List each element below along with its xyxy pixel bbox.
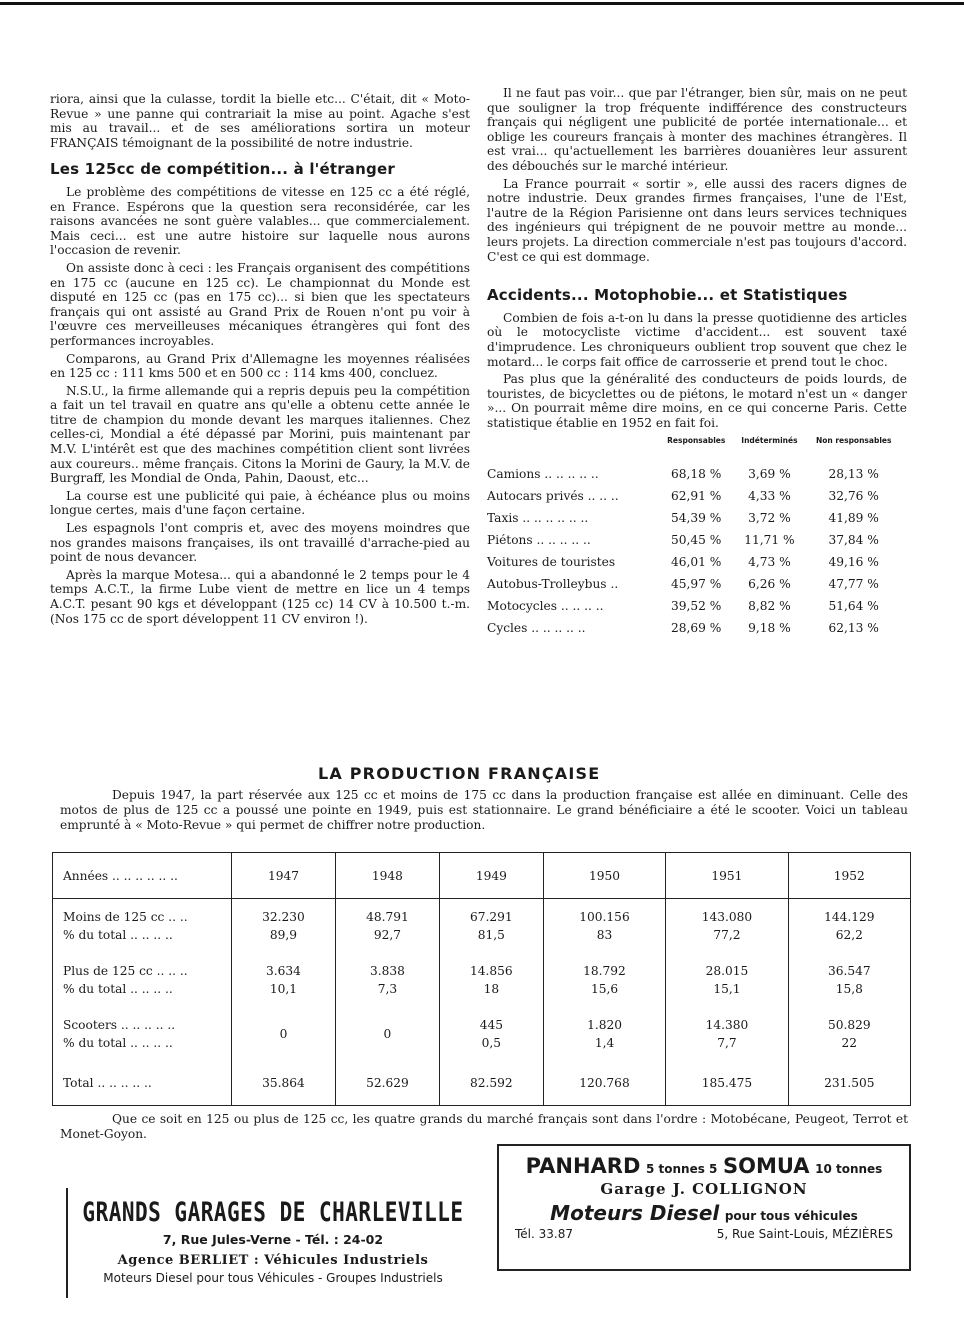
paragraph: La course est une publicité qui paie, à échéance plus ou moins longue certes, mais d'une façon certaine. (50, 488, 470, 518)
table-cell: 15,6 (590, 981, 619, 996)
ad-tonnage: 10 tonnes (815, 1162, 883, 1176)
table-cell: 1.820 (587, 1018, 622, 1033)
paragraph: Les espagnols l'ont compris et, avec des moyens moindres que nos grandes maisons françaises, ils ont travaillé d'arrache-pied au point de nous devancer. (50, 521, 470, 565)
paragraph: Après la marque Motesa... qui a abandonné le 2 temps pour le 4 temps A.C.T., la firme Lube vient de mettre en lice un 4 temps A.C.T. pesant 90 kgs et développant (125 cc) 14 CV à 10.500 t.-m. (Nos 175 cc de sport développent 11 CV environ !). (50, 567, 470, 626)
table-cell: 28.015 (705, 963, 749, 978)
table-cell: 50,45 % (671, 532, 722, 547)
ad-garage-name: Garage J. COLLIGNON (600, 1180, 808, 1198)
table-cell: 0 (383, 1027, 392, 1042)
ad-phone: Tél. 33.87 (515, 1227, 573, 1241)
row-label: Moins de 125 cc .. .. (63, 910, 188, 925)
intro-paragraph: riora, ainsi que la culasse, tordit la bielle etc... C'était, dit « Moto-Revue » une panne qui contrariait la mise au point. Agache s'est mis au travail... et de ses améliorations sortira un moteur FRANÇAIS témoignant de la possibilité de notre industrie. (50, 92, 470, 150)
table-row (487, 573, 902, 595)
ad-brand: PANHARD (525, 1154, 641, 1178)
table-cell: 14.380 (705, 1018, 749, 1033)
table-cell: 35.864 (232, 1061, 336, 1105)
row-label: Camions .. .. .. .. .. (487, 466, 599, 481)
table-cell: 7,7 (717, 1036, 737, 1051)
table-cell: 4,73 % (748, 554, 791, 569)
table-cell: 37,84 % (828, 532, 879, 547)
production-conclusion: Que ce soit en 125 ou plus de 125 cc, les quatre grands du marché français sont dans l'ordre : Motobécane, Peugeot, Terrot et Monet-Goyon. (60, 1112, 908, 1141)
top-rule (0, 2, 964, 5)
row-label: Motocycles .. .. .. .. (487, 598, 604, 613)
table-cell: 32.230 (262, 910, 305, 925)
year-header: 1947 (232, 853, 336, 899)
table-cell: 41,89 % (828, 510, 879, 525)
row-label: Cycles .. .. .. .. .. (487, 620, 586, 635)
table-cell: 32,76 % (828, 488, 879, 503)
table-cell: 185.475 (666, 1061, 788, 1105)
column-header: Non responsables (815, 436, 892, 446)
table-cell: 18.792 (583, 963, 626, 978)
table-cell: 28,13 % (828, 466, 879, 481)
right-column (487, 86, 907, 639)
table-cell: 67.291 (470, 910, 513, 925)
row-label: % du total .. .. .. .. (63, 981, 173, 996)
table-cell: 46,01 % (671, 554, 722, 569)
table-cell: 50.829 (827, 1018, 871, 1033)
table-cell: 62,91 % (671, 488, 722, 503)
table-cell: 10,1 (269, 981, 298, 996)
table-cell: 8,82 % (748, 598, 791, 613)
table-cell: 3,69 % (748, 466, 791, 481)
ad-address: 5, Rue Saint-Louis, MÉZIÈRES (716, 1227, 893, 1241)
table-row-scooters (53, 1007, 911, 1061)
table-cell: 143.080 (701, 910, 753, 925)
row-label: Autobus-Trolleybus .. (487, 576, 619, 591)
table-cell: 14.856 (470, 963, 513, 978)
table-cell: 54,39 % (671, 510, 722, 525)
table-cell: 52.629 (335, 1061, 439, 1105)
ad-tonnage: 5 tonnes 5 (645, 1162, 718, 1176)
table-cell: 15,1 (713, 981, 741, 996)
table-cell: 1,4 (594, 1036, 615, 1051)
year-header: 1949 (439, 853, 543, 899)
table-cell: 49,16 % (828, 554, 879, 569)
table-cell: 100.156 (579, 910, 630, 925)
row-label: Total .. .. .. .. .. (63, 1076, 152, 1091)
table-cell: 3,72 % (748, 510, 791, 525)
left-column (50, 92, 470, 629)
table-cell: 22 (841, 1036, 858, 1051)
table-cell: 120.768 (543, 1061, 665, 1105)
table-cell: 82.592 (439, 1061, 543, 1105)
table-cell: 3.634 (266, 963, 301, 978)
table-cell: 39,52 % (671, 598, 722, 613)
paragraph: Il ne faut pas voir... que par l'étranger, bien sûr, mais on ne peut que souligner la trop fréquente indifférence des constructeurs français qui négligent une publicité de portée internationale... et oblige les coureurs français à monter des machines étrangères. Il est vrai... qu'actuellement les barrières douanières leur assurent des débouchés sur le marché intérieur. (487, 86, 907, 173)
table-cell: 77,2 (713, 928, 741, 943)
production-intro: Depuis 1947, la part réservée aux 125 cc et moins de 175 cc dans la production française est allée en diminuant. Celle des motos de plus de 125 cc a poussé une pointe en 1949, puis est stationnaire. Le grand bénéficiaire a été le scooter. Voici un tableau emprunté à « Moto-Revue » qui permet de chiffrer notre production. (60, 788, 908, 832)
ad-title: GRANDS GARAGES DE CHARLEVILLE (82, 1197, 464, 1227)
table-cell: 62,2 (835, 928, 863, 943)
paragraph: Comparons, au Grand Prix d'Allemagne les moyennes réalisées en 125 cc : 111 kms 500 et en 500 cc : 114 kms 400, concluez. (50, 351, 470, 381)
row-label: % du total .. .. .. .. (63, 1036, 173, 1051)
table-cell: 89,9 (269, 928, 298, 943)
year-header: 1951 (666, 853, 788, 899)
table-cell: 11,71 % (744, 532, 795, 547)
table-row (487, 595, 902, 617)
paragraph: La France pourrait « sortir », elle aussi des racers dignes de notre industrie. Deux grandes firmes françaises, l'une de l'Est, l'autre de la Région Parisienne ont dans leurs services techniques des ingénieurs qui trépignent de ne pouvoir mettre au monde... leurs projets. La direction commerciale n'est pas toujours d'accord. C'est ce qui est dommage. (487, 176, 907, 264)
paragraph: Le problème des compétitions de vitesse en 125 cc a été réglé, en France. Espérons que la question sera reconsidérée, car les raisons avancées ne sont guère valables... que commercialement. Mais ceci... est une autre histoire sur laquelle nous aurons l'occasion de revenir. (50, 184, 470, 258)
column-header: Responsables (667, 436, 726, 446)
paragraph: Pas plus que la généralité des conducteurs de poids lourds, de touristes, de bicyclettes ou de piétons, le motard n'est un « danger »... On pourrait même dire moins, en ce qui concerne Paris. Cette statistique établie en 1952 en fait foi. (487, 372, 907, 430)
table-row (487, 507, 902, 529)
section-heading-125cc: Les 125cc de compétition... à l'étranger (50, 160, 395, 179)
table-row-under-125 (53, 899, 911, 953)
table-row (487, 463, 902, 485)
table-row-over-125 (53, 953, 911, 1007)
table-cell: 81,5 (477, 928, 505, 943)
table-cell: 6,26 % (748, 576, 791, 591)
ad-address: 7, Rue Jules-Verne - Tél. : 24-02 (162, 1232, 384, 1247)
table-cell: 47,77 % (828, 576, 879, 591)
table-cell: 45,97 % (671, 576, 722, 591)
row-label: Piétons .. .. .. .. .. (487, 532, 591, 547)
table-row (487, 485, 902, 507)
table-cell: 48.791 (366, 910, 409, 925)
row-label: % du total .. .. .. .. (63, 928, 173, 943)
table-cell: 3.838 (369, 963, 405, 978)
ad-panhard-somua (497, 1144, 911, 1271)
table-cell: 92,7 (373, 928, 401, 943)
row-label: Autocars privés .. .. .. (487, 488, 619, 503)
ad-grands-garages (66, 1188, 478, 1298)
accident-statistics-table (487, 434, 902, 639)
table-cell: 0,5 (481, 1036, 502, 1051)
ad-motors: Moteurs Diesel pour tous Véhicules - Groupes Industriels (103, 1271, 443, 1285)
row-label: Années .. .. .. .. .. .. (53, 853, 232, 899)
table-cell: 83 (596, 928, 613, 943)
table-cell: 7,3 (377, 981, 398, 996)
table-cell: 51,64 % (828, 598, 879, 613)
row-label: Voitures de touristes (487, 554, 616, 569)
column-header: Indéterminés (741, 436, 798, 446)
table-row (487, 529, 902, 551)
table-cell: 144.129 (824, 910, 875, 925)
paragraph: N.S.U., la firme allemande qui a repris depuis peu la compétition a fait un tel travail en quatre ans qu'elle a obtenu cette année le titre de champion du monde devant les marques italiennes. Chez celles-ci, Mondial a été dépassé par Morini, puis maintenant par M.V. L'intérêt est que des machines compétition client sont livrées aux coureurs.. même français. Citons la Morini de Gaury, la M.V. de Burgraff, les Mondial de Onda, Pahin, Daoust, etc... (50, 383, 470, 486)
year-header: 1952 (788, 853, 910, 899)
table-row (487, 617, 902, 639)
table-cell: 62,13 % (828, 620, 879, 635)
table-cell: 18 (483, 981, 500, 996)
ad-brand: SOMUA (722, 1154, 810, 1178)
table-cell: 0 (279, 1027, 288, 1042)
table-cell: 4,33 % (748, 488, 791, 503)
table-cell: 28,69 % (671, 620, 722, 635)
ad-agency: Agence BERLIET : Véhicules Industriels (117, 1253, 429, 1268)
year-header: 1950 (543, 853, 665, 899)
table-cell: 231.505 (788, 1061, 910, 1105)
table-cell: 445 (479, 1018, 503, 1033)
year-header: 1948 (335, 853, 439, 899)
row-label: Scooters .. .. .. .. .. (63, 1018, 176, 1033)
accident-table-header (487, 434, 902, 463)
table-row-total (53, 1061, 911, 1105)
row-label: Taxis .. .. .. .. .. .. (487, 510, 589, 525)
paragraph: On assiste donc à ceci : les Français organisent des compétitions en 175 cc (aucune en 125 cc). Le championnat du Monde est disputé en 125 cc (pas en 175 cc)... si bien que les spectateurs français qui ont assisté au Grand Prix de Rouen n'ont pu voir à l'œuvre ces merveilleuses mécaniques étrangères qui font des performances incroyables. (50, 260, 470, 348)
table-cell: 68,18 % (671, 466, 722, 481)
ad-diesel-sub: pour tous véhicules (724, 1209, 858, 1223)
row-label: Plus de 125 cc .. .. .. (63, 963, 188, 978)
table-cell: 15,8 (835, 981, 863, 996)
paragraph: Combien de fois a-t-on lu dans la presse quotidienne des articles où le motocycliste victime d'accident... est souvent taxé d'imprudence. Les chroniqueurs oublient trop souvent que chez le motard... le corps fait office de carrosserie et prend tout le choc. (487, 310, 907, 369)
table-row (487, 551, 902, 573)
table-cell: 36.547 (827, 963, 871, 978)
ad-diesel: Moteurs Diesel (550, 1201, 720, 1225)
table-cell: 9,18 % (748, 620, 791, 635)
production-table (52, 852, 911, 1106)
table-row-years (53, 853, 911, 899)
production-title: LA PRODUCTION FRANÇAISE (318, 764, 601, 783)
section-heading-accidents: Accidents... Motophobie... et Statistiques (487, 286, 848, 305)
